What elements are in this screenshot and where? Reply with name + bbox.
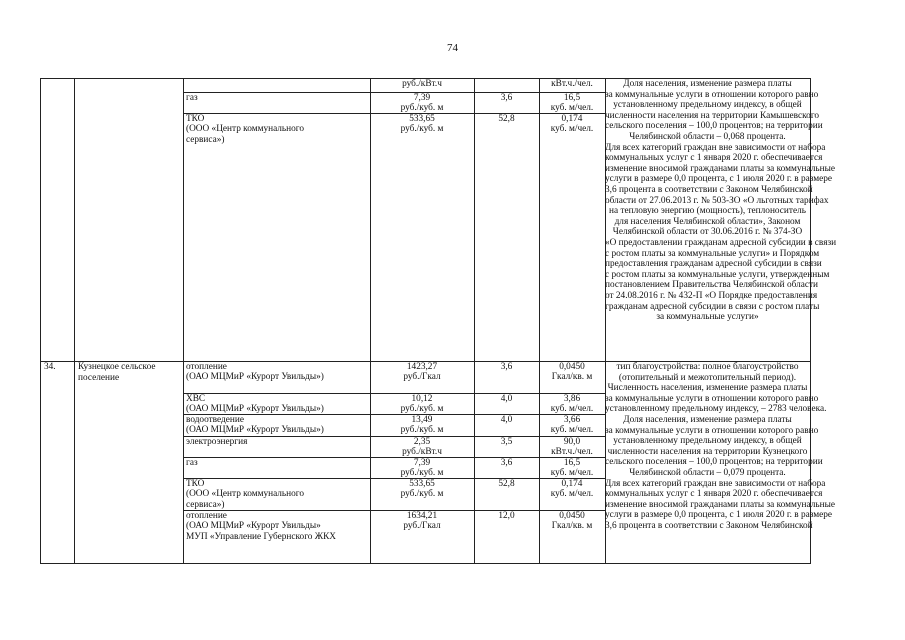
description-line: изменение вносимой гражданами платы за коммунальные: [605, 163, 835, 174]
service-name: газ: [186, 92, 198, 103]
tariff-value: руб./Гкал: [403, 372, 441, 383]
service-name: сервиса»): [186, 134, 225, 145]
service-name: (ОАО МЦМиР «Курорт Увильды»): [186, 404, 324, 415]
service-name: электроэнергия: [186, 436, 248, 447]
service-name: (ОАО МЦМиР «Курорт Увильды»): [186, 425, 324, 436]
tariff-value: 2,35: [413, 436, 431, 447]
description-line: коммунальных услуг с 1 января 2020 г. обеспечивается: [605, 153, 823, 164]
description-line: постановлением Правительства Челябинской области: [605, 280, 819, 291]
share-value: 3,6: [500, 457, 513, 468]
description-line: «О предоставлении гражданам адресной субсидии в связи: [605, 238, 837, 248]
share-value: 52,8: [498, 478, 515, 489]
tariff-value: руб./куб. м: [400, 468, 444, 479]
norm-value: 0,0450: [559, 510, 585, 521]
description-line: установленному предельному индексу, в общей: [613, 100, 802, 111]
description-line: Челябинской области от 30.06.2016 г. № 374-ЗО: [612, 227, 803, 238]
description-line: услуги в размере 0,0 процента, с 1 июля 2020 г. в размере: [605, 174, 833, 185]
description-line: установленному предельному индексу, – 2783 человека.: [605, 404, 827, 415]
norm-value: куб. м/чел.: [550, 425, 594, 436]
description-line: Челябинской области – 0,079 процента.: [629, 468, 786, 478]
page-number: 74: [447, 42, 458, 54]
norm-value: куб. м/чел.: [550, 489, 594, 500]
service-name: (ООО «Центр коммунального: [186, 489, 305, 500]
description-line: Доля населения, изменение размера платы: [623, 415, 792, 425]
description-line: 3,6 процента в соответствии с Законом Челябинской: [605, 185, 813, 195]
norm-unit: кВт.ч./чел.: [551, 79, 593, 89]
norm-value: 16,5: [563, 457, 581, 468]
service-name: ТКО: [186, 113, 205, 124]
service-name: (ОАО МЦМиР «Курорт Увильды»: [186, 521, 321, 532]
share-value: 4,0: [500, 393, 513, 404]
service-name: отопление: [186, 510, 227, 521]
norm-value: Гкал/кв. м: [551, 372, 593, 383]
service-name: отопление: [186, 361, 227, 372]
description-line: за коммунальные услуги»: [656, 312, 759, 323]
description-line: изменение вносимой гражданами платы за коммунальные: [605, 499, 835, 510]
norm-value: куб. м/чел.: [550, 468, 594, 479]
norm-value: куб. м/чел.: [550, 404, 594, 415]
description-line: тип благоустройства: полное благоустройство: [616, 362, 799, 372]
tariff-value: 7,39: [413, 92, 431, 103]
share-value: 4,0: [500, 414, 513, 425]
description-line: 3,6 процента в соответствии с Законом Челябинской: [605, 521, 813, 531]
tariff-value: руб./куб. м: [400, 124, 444, 135]
tariff-value: 1423,27: [406, 361, 438, 372]
tariff-value: 1634,21: [406, 510, 438, 521]
description-line: Для всех категорий граждан вне зависимости от набора: [605, 142, 826, 153]
description-line: на тепловую энергию (мощность), теплоноситель: [609, 206, 806, 217]
service-name: сервиса»): [186, 499, 225, 510]
row-number: 34.: [44, 362, 56, 372]
share-value: 3,5: [500, 436, 513, 447]
tariff-value: руб./куб. м: [400, 489, 444, 500]
description-line: сельского поселения – 100,0 процентов; на территории: [605, 457, 823, 468]
norm-value: кВт.ч./чел.: [551, 447, 593, 458]
description-line: Доля населения, изменение размера платы: [623, 79, 792, 89]
tariff-value: 10,12: [411, 393, 433, 404]
share-value: 12,0: [498, 510, 515, 521]
service-name: водоотведение: [186, 414, 244, 425]
description-line: для населения Челябинской области», Законом: [614, 216, 801, 227]
tariff-table: [40, 78, 837, 564]
description-line: за коммунальные услуги в отношении которого равно: [605, 425, 819, 436]
service-name: МУП «Управление Губернского ЖКХ: [186, 531, 337, 542]
service-name: ХВС: [186, 393, 206, 404]
tariff-value: руб./куб. м: [400, 425, 444, 436]
norm-value: куб. м/чел.: [550, 103, 594, 114]
tariff-unit: руб./кВт.ч: [402, 79, 442, 89]
description-line: с ростом платы за коммунальные услуги, утвержденным: [605, 269, 830, 280]
tariff-value: руб./кВт.ч: [402, 447, 442, 458]
description-line: гражданам адресной субсидии в связи с ростом платы: [605, 301, 820, 312]
description-line: численности населения на территории Камышевского: [605, 110, 820, 121]
description-line: предоставления гражданам адресной субсидии в связи: [605, 259, 822, 270]
tariff-value: 533,65: [409, 113, 435, 124]
description-line: с ростом платы за коммунальные услуги» и Порядком: [605, 248, 820, 259]
description-line: коммунальных услуг с 1 января 2020 г. обеспечивается: [605, 489, 823, 500]
description-line: Для всех категорий граждан вне зависимости от набора: [605, 478, 826, 489]
share-value: 3,6: [500, 361, 513, 372]
norm-value: 0,0450: [559, 361, 585, 372]
description-line: (отопительный и межотопительный период).: [618, 372, 797, 383]
norm-value: куб. м/чел.: [550, 124, 594, 135]
tariff-value: руб./куб. м: [400, 103, 444, 114]
description-line: установленному предельному индексу, в общей: [613, 436, 802, 447]
settlement-name: Кузнецкое сельское: [78, 362, 156, 372]
service-name: (ООО «Центр коммунального: [186, 124, 305, 135]
share-value: 3,6: [500, 92, 513, 103]
tariff-value: руб./Гкал: [403, 521, 441, 532]
description-line: сельского поселения – 100,0 процентов; на территории: [605, 121, 823, 132]
description-line: услуги в размере 0,0 процента, с 1 июля 2020 г. в размере: [605, 510, 833, 521]
norm-value: 16,5: [563, 92, 581, 103]
description-line: области от 27.06.2013 г. № 503-ЗО «О льготных тарифах: [605, 195, 829, 206]
service-name: газ: [186, 457, 198, 468]
norm-value: 3,66: [563, 414, 581, 425]
tariff-value: 13,49: [411, 414, 433, 425]
description-line: от 24.08.2016 г. № 432-П «О Порядке предоставления: [605, 291, 818, 301]
norm-value: Гкал/кв. м: [551, 521, 593, 532]
tariff-value: руб./куб. м: [400, 404, 444, 415]
settlement-name: поселение: [78, 372, 120, 383]
service-name: (ОАО МЦМиР «Курорт Увильды»): [186, 372, 324, 383]
description-line: за коммунальные услуги в отношении которого равно: [605, 89, 819, 100]
tariff-value: 533,65: [409, 478, 435, 489]
share-value: 52,8: [498, 113, 515, 124]
description-line: Челябинской области – 0,068 процента.: [629, 132, 786, 142]
description-line: Численность населения, изменение размера платы: [607, 383, 808, 394]
norm-value: 0,174: [561, 113, 583, 124]
description-line: численности населения на территории Кузнецкого: [607, 446, 808, 457]
norm-value: 0,174: [561, 478, 583, 489]
service-name: ТКО: [186, 478, 205, 489]
norm-value: 90,0: [563, 436, 581, 447]
norm-value: 3,86: [563, 393, 581, 404]
description-line: за коммунальные услуги в отношении которого равно: [605, 393, 819, 404]
tariff-value: 7,39: [413, 457, 431, 468]
